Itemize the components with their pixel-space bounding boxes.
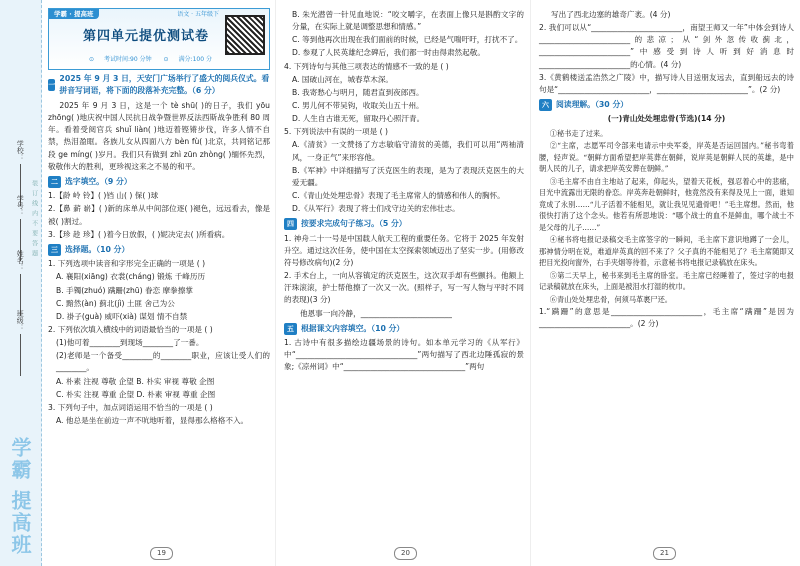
question[interactable]: 1. 古诗中有很多描绘边疆场景的诗句。如本单元学习的《从军行》中“________________________________”两句描写了西北边陲孤寂的景象;《凉州词》中“________________________________”两句 [284, 338, 524, 372]
qr-code-icon[interactable] [225, 15, 265, 55]
question-row[interactable]: 1.【龄 岭 铃】( )铛 山( ) 保( )球 [48, 191, 159, 201]
exam-meta [89, 55, 222, 65]
option[interactable]: B. 我寄愁心与明月，随君直到夜郎西。 [292, 87, 424, 97]
question[interactable]: 5. 下列说法中有误的一项是 ( ) [284, 127, 388, 137]
section-3-head: 三 选择题。（10 分） [48, 244, 270, 256]
field-number: 学号： [14, 195, 25, 261]
score-icon: ⊙ [163, 56, 169, 63]
grade-label: 语文 · 五年级下 [177, 11, 219, 18]
section-4-head: 四 按要求完成句子练习。（5 分） [284, 218, 524, 230]
middle-column [284, 8, 524, 375]
sub-question[interactable]: (2)老师是一个备受________的________职业，应该让受人们的________。 [56, 351, 270, 373]
option[interactable]: B.《军神》中详细描写了沃克医生的表现，是为了表现沃克医生的大爱无疆。 [292, 165, 524, 187]
option[interactable]: C. 男儿何不带吴钩，收取关山五十州。 [292, 100, 424, 110]
option[interactable]: C. 朴实 注视 尊重 企望 D. 朴素 审视 尊重 企图 [56, 389, 216, 399]
question-continued[interactable]: 写出了西北边塞的雄奇广袤。(4 分) [551, 10, 671, 19]
field-school: 学校： [14, 140, 25, 206]
question[interactable]: 4. 下列诗句与其他三项表达的情感不一致的是 ( ) [284, 61, 449, 71]
option[interactable]: C.《青山处处埋忠骨》表现了毛主席常人的情感和伟人的胸怀。 [292, 190, 505, 200]
question-row[interactable]: 3.【珍 趁 珍】( )着今日放假，( )妮决定去( )所看病。 [48, 229, 230, 239]
page-left [0, 0, 275, 566]
cut-hint: 装订线内不要答题 [30, 180, 38, 260]
option[interactable]: D.《从军行》表现了将士们戍守边关的宏伟壮志。 [292, 204, 460, 214]
question[interactable]: 3. 下列句子中，加点词语运用不恰当的一项是 ( ) [48, 402, 213, 412]
question[interactable]: 3.《黄鹤楼送孟浩然之广陵》中，描写诗人目送朋友远去，直到船远去的诗句是“________________________，________________________”。(2 分) [539, 72, 794, 94]
clock-icon: ⊙ [89, 56, 95, 63]
question[interactable]: 2. 手术台上，一向从容镇定的沃克医生，这次双手却有些颤抖。他额上汗珠滚滚，护士帮他擦了一次又一次。(照样子，写一写人物与平时不同的表现)(3 分) [284, 271, 524, 305]
brand-badge: 学霸 · 提高班 [49, 9, 99, 19]
passage-paragraph: ⑤第二天早上，秘书来到毛主席的卧室。毛主席已经睡着了，签过字的电报记录稿就放在床头，上面是被泪水打湿的枕巾。 [539, 270, 794, 292]
option[interactable]: A. 国破山河在，城春草木深。 [292, 74, 394, 84]
question[interactable]: 1. 下列选项中读音和字形完全正确的一项是 ( ) [48, 259, 206, 269]
answer-line[interactable]: 他恩事一向冷静，________________________ [300, 308, 452, 318]
question[interactable]: 1.“蹒跚”的意思是________________________，毛主席“蹒跚”是因为________________________。(2 分) [539, 307, 794, 329]
passage-paragraph: ④秘书将电报记录稿交毛主席签字的一瞬间，毛主席下意识地蹲了一会儿，那神情分明在说，难道岸英真的回不来了？父子真的不能相见了？毛主席随即又把目光投向窗外，右手夹烟等待着，示意秘书将电报记录稿放在床头。 [539, 235, 794, 268]
option[interactable]: D. 参观了人民英雄纪念碑后，我们都一时由得肃然起敬。 [292, 48, 485, 58]
passage-paragraph: ⑥青山处处埋忠骨，何须马革裹尸还。 [549, 294, 672, 304]
exam-time: 考试时间:90 分钟 [104, 56, 152, 63]
sub-question[interactable]: (1)他可着________到现场________了一番。 [56, 338, 204, 348]
brand-vertical: 学霸 提高班 [8, 437, 32, 556]
binding-strip [0, 0, 42, 566]
option[interactable]: A. 朴素 注视 尊敬 企望 B. 朴实 审视 尊敬 企图 [56, 376, 215, 386]
option[interactable]: C. 等到他再次出现在我们面前的时候，已经是气喘吁吁，打扰不了。 [292, 35, 523, 45]
exam-header [48, 8, 270, 70]
section-2-head: 二 选字填空。（9 分） [48, 176, 270, 188]
section-5-head: 五 根据课文内容填空。（10 分） [284, 323, 524, 335]
passage-paragraph: ②“主席，志愿军司令部来电请示中央军委，岸英是否运回国内。”秘书弯着腰，轻声说。“朝鲜方面希望把岸英葬在朝鲜，说岸英是朝鲜人民的英雄，是中朝人民的儿子，请求把岸英安葬在朝鲜。” [539, 141, 794, 174]
right-column [539, 8, 794, 332]
option[interactable]: D. 人生自古谁无死，留取丹心照汗青。 [292, 114, 425, 124]
question[interactable]: 1. 神舟二十一号是中国载人航天工程的重要任务。它将于 2025 年发射升空。通过这次任务，使中国在太空探索领域迈出了坚实一步。(用修改符号修改病句)(2 分) [284, 233, 524, 267]
section-1-head: 一 2025 年 9 月 3 日，天安门广场举行了盛大的阅兵仪式。看拼音写词语，将下面的段落补充完整。（6 分） [48, 74, 270, 96]
page-number: 19 [150, 547, 173, 560]
exam-title: 第四单元提优测试卷 [83, 29, 210, 44]
page-number: 21 [653, 547, 676, 560]
exam-score: 满分:100 分 [178, 56, 212, 63]
option[interactable]: A. 他总是坐在前边一声不吭地听着，显得那么格格不入。 [56, 415, 249, 425]
page-right [530, 0, 800, 566]
passage-title: (一)青山处处埋忠骨(节选)(14 分) [607, 114, 726, 124]
section-6-head: 六 阅读理解。（30 分） [539, 99, 794, 111]
passage-paragraph: ①秘书走了过来。 [549, 128, 608, 138]
question[interactable]: 2. 我们可以从“________________________，南望王师又一年”中体会到诗人________________________的悲凉；从“剑外忽传收蓟北，________________________”中感受到诗人听到好消息时________________________的心情。(4 分) [539, 23, 794, 69]
page-middle [275, 0, 530, 566]
question-row[interactable]: 2.【鼻 薪 崭】( )新的床单从中间部位逐( )褪色，远远看去，像是被( )割过。 [48, 204, 270, 226]
option[interactable]: D. 褂子(guà) 威吓(xià) 谋划 情不自禁 [56, 311, 188, 321]
field-class: 班级： [14, 310, 25, 376]
passage-paragraph: ③毛主席不由自主地站了起来，仰起头，望着天花板，强忍着心中的悲痛，目光中流露出无限的眷恋。岸英奔赴朝鲜时，他竟然没有来得及见上一面，谁知竟成了永别……“儿子活着不能相见，就让我见见遗骨吧！”毛主席想。然而，他很快打消了这个念头。他若有所思地说：“哪个战士的血不是鲜血，哪个战士不是父母的儿子……” [539, 176, 794, 232]
option[interactable]: A. 襄阳(xiāng) 衣裳(cháng) 锻炼 千峰历历 [56, 272, 206, 282]
field-name: 姓名： [14, 250, 25, 316]
left-column [48, 8, 270, 428]
option[interactable]: B. 朱光潜曾一针见血地说：“咬文嚼字，在表面上像只是斟酌文字的分量，在实际上就是调整思想和情感。” [292, 10, 524, 32]
option[interactable]: A.《清贫》一文赞扬了方志敏临守清贫的美德，我们可以用“两袖清风，一身正气”来形容他。 [292, 140, 524, 162]
section-1-passage[interactable]: 2025 年 9 月 3 日，这是一个 tè shū( )的日子，我们 yōu zhōng( )地庆祝中国人民抗日战争暨世界反法西斯战争胜利 80 周年。看着受阅官兵 shuǐ liàn( )地迈着铿锵步伐，许多人情不自禁，热泪盈眶。各族儿女从四面八方 bèn fù( )北京，共同铭记那段 ge míng( )岁月。我们只有做到 zhì zūn zhòng( )缅怀先烈，敬敬伟大的胜利，更珍视这来之不易的和平。 [48, 100, 270, 171]
question[interactable]: 2. 下列依次填入横线中的词语最恰当的一项是 ( ) [48, 324, 213, 334]
option[interactable]: B. 手镯(zhuó) 蹒跚(zhū) 眷恋 摩拳擦掌 [56, 285, 193, 295]
page-number: 20 [394, 547, 417, 560]
option[interactable]: C. 黯然(àn) 蓟北(jì) 土匪 舍己为公 [56, 298, 175, 308]
